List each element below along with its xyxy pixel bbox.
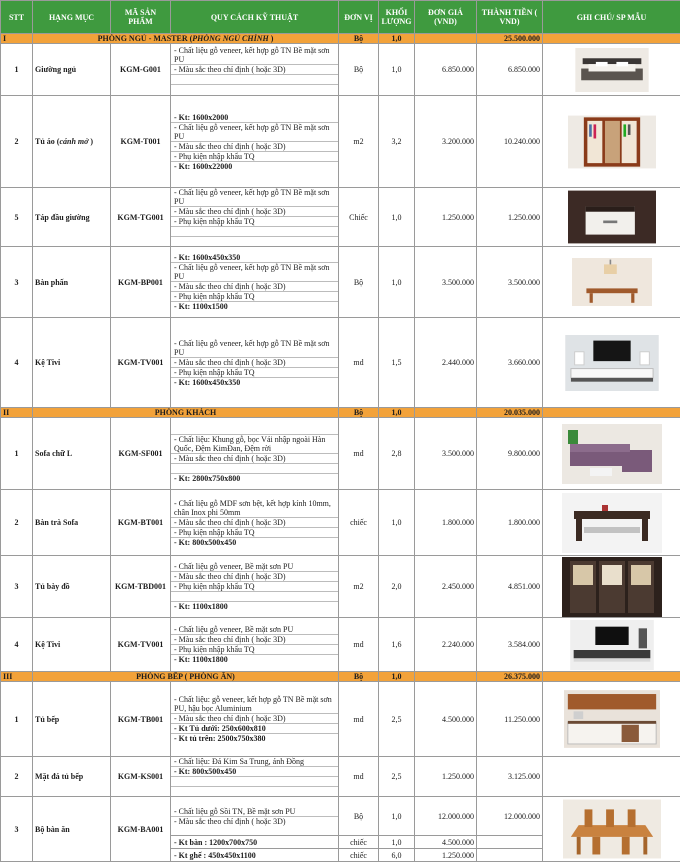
table-row	[1, 797, 680, 836]
item-price: 4.500.000	[415, 682, 477, 757]
item-code: KGM-TBD001	[111, 556, 171, 618]
item-photo	[543, 96, 680, 188]
sub-price: 4.500.000	[415, 836, 477, 849]
spec-line: - Màu sắc theo chỉ định ( hoặc 3D)	[171, 572, 338, 582]
header-don-vi: ĐƠN VỊ	[339, 1, 379, 34]
item-unit: m2	[339, 96, 379, 188]
item-price: 1.250.000	[415, 757, 477, 797]
section-title	[33, 672, 339, 682]
item-total: 12.000.000	[477, 797, 543, 836]
item-total: 3.500.000	[477, 247, 543, 318]
item-stt: 4	[1, 318, 33, 408]
item-code: KGM-BT001	[111, 490, 171, 556]
table-row	[1, 682, 680, 757]
item-price: 3.500.000	[415, 418, 477, 490]
spec-line: - Phụ kiện nhập khẩu TQ	[171, 582, 338, 592]
item-name	[33, 188, 111, 247]
item-specs	[171, 490, 339, 556]
spec-line: - Màu sắc theo chỉ định ( hoặc 3D)	[171, 635, 338, 645]
item-qty: 1,0	[379, 490, 415, 556]
section-note-empty	[543, 408, 680, 418]
item-code: KGM-TV001	[111, 318, 171, 408]
sub-unit: chiếc	[339, 849, 379, 862]
table-row	[1, 44, 680, 96]
sub-qty: 6,0	[379, 849, 415, 862]
item-stt: 3	[1, 797, 33, 862]
item-price: 2.440.000	[415, 318, 477, 408]
spec-line: - Kt: 800x500x450	[171, 538, 338, 547]
item-specs	[171, 797, 339, 836]
item-price: 12.000.000	[415, 797, 477, 836]
item-code: KGM-TB001	[111, 682, 171, 757]
table-row	[1, 757, 680, 797]
sub-qty: 1,0	[379, 836, 415, 849]
section-qty: 1,0	[379, 672, 415, 682]
item-unit: md	[339, 418, 379, 490]
spec-line: - Phụ kiện nhập khẩu TQ	[171, 528, 338, 538]
table-body	[1, 34, 680, 862]
sub-unit: chiếc	[339, 836, 379, 849]
section-row	[1, 672, 680, 682]
spec-line: - Chất liệu gỗ veneer, Bề mặt sơn PU	[171, 625, 338, 635]
item-total: 3.584.000	[477, 618, 543, 672]
section-note-empty	[543, 672, 680, 682]
spec-line: - Chất liệu gỗ veneer, Bề mặt sơn PU	[171, 562, 338, 572]
item-specs	[171, 96, 339, 188]
item-code: KGM-T001	[111, 96, 171, 188]
spec-line: - Màu sắc theo chỉ định ( hoặc 3D)	[171, 207, 338, 217]
item-code: KGM-BA001	[111, 797, 171, 862]
item-total: 10.240.000	[477, 96, 543, 188]
spec-line: - Màu sắc theo chỉ định ( hoặc 3D)	[171, 817, 338, 826]
item-name-text: Bộ bàn ăn	[35, 825, 70, 834]
item-unit: Bộ	[339, 44, 379, 96]
item-name	[33, 757, 111, 797]
section-number: III	[1, 672, 33, 682]
cabinet-photo-icon	[562, 557, 662, 617]
spec-line: - Chất liệu: gỗ veneer, kết hợp gỗ TN Bề mặt sơn PU, hậu bọc Aluminium	[171, 695, 338, 714]
spec-line: - Kt: 2800x750x800	[171, 474, 338, 483]
spec-line: - Kt: 1100x1800	[171, 602, 338, 611]
item-photo	[543, 618, 680, 672]
item-unit: chiếc	[339, 490, 379, 556]
table-row	[1, 96, 680, 188]
table-row	[1, 618, 680, 672]
item-specs	[171, 618, 339, 672]
item-qty: 2,5	[379, 757, 415, 797]
item-name-text: Tủ áo (	[35, 137, 59, 146]
item-specs	[171, 247, 339, 318]
section-unit: Bộ	[339, 34, 379, 44]
item-unit: Bộ	[339, 247, 379, 318]
header-quy-cach: QUY CÁCH KỸ THUẬT	[171, 1, 339, 34]
section-unit: Bộ	[339, 408, 379, 418]
item-name-text: Sofa chữ L	[35, 449, 72, 458]
item-specs	[171, 188, 339, 247]
item-specs	[171, 318, 339, 408]
spec-line: - Chất liệu: Khung gỗ, bọc Vải nhập ngoài Hàn Quốc, Đệm KimĐan, Đệm rời	[171, 435, 338, 454]
item-qty: 1,0	[379, 188, 415, 247]
item-code: KGM-TG001	[111, 188, 171, 247]
item-name-text: Kệ Tivi	[35, 640, 60, 649]
spec-line: - Màu sắc theo chỉ định ( hoặc 3D)	[171, 65, 338, 75]
spec-line: - Kt: 1100x1500	[171, 302, 338, 311]
item-photo	[543, 247, 680, 318]
spec-line: - Phụ kiện nhập khẩu TQ	[171, 292, 338, 302]
section-total: 25.500.000	[477, 34, 543, 44]
header-thanh-tien: THÀNH TIỀN ( VND)	[477, 1, 543, 34]
item-name	[33, 318, 111, 408]
item-photo	[543, 188, 680, 247]
section-note-empty	[543, 34, 680, 44]
item-name	[33, 96, 111, 188]
spec-line: - Phụ kiện nhập khẩu TQ	[171, 645, 338, 655]
item-total: 1.250.000	[477, 188, 543, 247]
item-qty: 2,8	[379, 418, 415, 490]
item-name	[33, 682, 111, 757]
spec-line: - Kt: 1600x2000	[171, 113, 338, 123]
spec-line: - Phụ kiện nhập khẩu TQ	[171, 217, 338, 227]
section-unit: Bộ	[339, 672, 379, 682]
header-stt: STT	[1, 1, 33, 34]
sub-spec: - Kt ghế : 450x450x1100	[171, 849, 339, 862]
item-stt: 1	[1, 44, 33, 96]
item-qty: 2,5	[379, 682, 415, 757]
item-stt: 4	[1, 618, 33, 672]
header-ghi-chu: GHI CHÚ/ SP MẪU	[543, 1, 680, 34]
spec-line	[171, 227, 338, 237]
wardrobe-photo-icon	[568, 106, 656, 178]
section-row	[1, 408, 680, 418]
item-qty: 1,0	[379, 247, 415, 318]
header-don-gia: ĐƠN GIÁ (VND)	[415, 1, 477, 34]
item-photo	[543, 757, 680, 797]
item-specs	[171, 682, 339, 757]
spec-line	[171, 425, 338, 435]
item-code: KGM-SF001	[111, 418, 171, 490]
item-total: 4.851.000	[477, 556, 543, 618]
item-total: 1.800.000	[477, 490, 543, 556]
item-name-text: Bàn phấn	[35, 278, 68, 287]
item-name-text: Bàn trà Sofa	[35, 518, 78, 527]
item-code: KGM-KS001	[111, 757, 171, 797]
item-total: 11.250.000	[477, 682, 543, 757]
item-unit: md	[339, 682, 379, 757]
item-price: 1.800.000	[415, 490, 477, 556]
spec-line: - Màu sắc theo chỉ định ( hoặc 3D)	[171, 358, 338, 368]
section-number: I	[1, 34, 33, 44]
item-photo	[543, 418, 680, 490]
item-specs	[171, 44, 339, 96]
table-row	[1, 556, 680, 618]
spec-line: - Màu sắc theo chỉ định ( hoặc 3D)	[171, 282, 338, 292]
item-stt: 3	[1, 247, 33, 318]
nightstand-photo-icon	[568, 188, 656, 246]
section-price-empty	[415, 34, 477, 44]
item-stt: 2	[1, 757, 33, 797]
section-title	[33, 34, 339, 44]
item-price: 3.200.000	[415, 96, 477, 188]
header-khoi-luong: KHỐI LƯỢNG	[379, 1, 415, 34]
item-unit: Chiếc	[339, 188, 379, 247]
spec-line	[171, 464, 338, 474]
table-row	[1, 247, 680, 318]
item-stt: 1	[1, 682, 33, 757]
item-name	[33, 618, 111, 672]
item-stt: 1	[1, 418, 33, 490]
spec-line: - Chất liệu gỗ Sồi TN, Bề mặt sơn PU	[171, 807, 338, 817]
item-stt: 5	[1, 188, 33, 247]
item-name	[33, 44, 111, 96]
item-price: 2.240.000	[415, 618, 477, 672]
item-total: 3.660.000	[477, 318, 543, 408]
header-ma-sp: MÃ SẢN PHẨM	[111, 1, 171, 34]
spec-line: - Phụ kiện nhập khẩu TQ	[171, 368, 338, 378]
item-qty: 2,0	[379, 556, 415, 618]
kitchen-photo-icon	[564, 682, 660, 756]
tvstand-photo-icon	[552, 335, 672, 391]
section-title	[33, 408, 339, 418]
item-unit: md	[339, 757, 379, 797]
dresser-photo-icon	[572, 247, 652, 317]
spec-line: - Chất liệu: Đá Kim Sa Trung, ánh Đồng	[171, 757, 338, 767]
item-name-suffix: )	[88, 137, 93, 146]
item-specs	[171, 418, 339, 490]
spec-line	[171, 85, 338, 94]
section-title-italic: PHÒNG NGỦ CHÍNH	[192, 34, 268, 43]
section-title-text: PHÒNG NGỦ - MASTER (	[98, 34, 193, 43]
item-name-text: Tủ bếp	[35, 715, 59, 724]
table-row	[1, 318, 680, 408]
item-name	[33, 797, 111, 862]
item-qty: 1,0	[379, 44, 415, 96]
item-photo	[543, 682, 680, 757]
sub-total-empty	[477, 836, 543, 849]
section-price-empty	[415, 672, 477, 682]
item-specs	[171, 556, 339, 618]
item-code: KGM-TV001	[111, 618, 171, 672]
table-row	[1, 418, 680, 490]
item-qty: 1,0	[379, 797, 415, 836]
dining-photo-icon	[563, 797, 661, 861]
spec-line	[171, 75, 338, 85]
item-price: 3.500.000	[415, 247, 477, 318]
section-title-text: PHÒNG KHÁCH	[155, 408, 217, 417]
item-photo	[543, 797, 680, 862]
sofa-photo-icon	[562, 421, 662, 487]
spec-line: - Kt: 1600x450x350	[171, 378, 338, 387]
coffeetable-photo-icon	[562, 492, 662, 554]
spec-line: - Kt: 1600x22000	[171, 162, 338, 171]
header-row	[1, 1, 680, 34]
spec-line	[171, 592, 338, 602]
spec-line	[171, 787, 338, 796]
item-total: 6.850.000	[477, 44, 543, 96]
bed-photo-icon	[564, 48, 660, 92]
section-qty: 1,0	[379, 408, 415, 418]
section-number: II	[1, 408, 33, 418]
item-photo	[543, 490, 680, 556]
item-stt: 3	[1, 556, 33, 618]
item-unit: md	[339, 618, 379, 672]
item-total: 9.800.000	[477, 418, 543, 490]
item-name	[33, 556, 111, 618]
sub-price: 1.250.000	[415, 849, 477, 862]
item-specs	[171, 757, 339, 797]
sub-spec: - Kt bàn : 1200x700x750	[171, 836, 339, 849]
sub-total-empty	[477, 849, 543, 862]
spec-line: - Kt: 1600x450x350	[171, 253, 338, 263]
section-title-suffix: )	[269, 34, 274, 43]
table-row	[1, 188, 680, 247]
spec-line: - Chất liệu gỗ veneer, kết hợp gỗ TN Bề mặt sơn PU	[171, 46, 338, 65]
item-qty: 1,5	[379, 318, 415, 408]
spec-line: - Kt tủ trên: 2500x750x380	[171, 734, 338, 743]
item-unit: Bộ	[339, 797, 379, 836]
spec-line	[171, 777, 338, 787]
spec-line: - Màu sắc theo chỉ định ( hoặc 3D)	[171, 518, 338, 528]
item-code: KGM-BP001	[111, 247, 171, 318]
item-name-text: Mặt đá tủ bếp	[35, 772, 83, 781]
item-price: 6.850.000	[415, 44, 477, 96]
spec-line: - Chất liệu gỗ veneer, kết hợp gỗ TN Bề mặt sơn PU	[171, 339, 338, 358]
item-name	[33, 247, 111, 318]
spec-line: - Kt: 800x500x450	[171, 767, 338, 777]
spec-line: - Phụ kiện nhập khẩu TQ	[171, 152, 338, 162]
spec-line: - Màu sắc theo chỉ định ( hoặc 3D)	[171, 714, 338, 724]
item-photo	[543, 556, 680, 618]
item-stt: 2	[1, 490, 33, 556]
tvstand2-photo-icon	[560, 620, 664, 670]
item-price: 2.450.000	[415, 556, 477, 618]
header-hang-muc: HẠNG MỤC	[33, 1, 111, 34]
item-price: 1.250.000	[415, 188, 477, 247]
section-price-empty	[415, 408, 477, 418]
item-name-text: Tủ bày đồ	[35, 582, 70, 591]
item-name-text: Giường ngủ	[35, 65, 76, 74]
item-name-text: Táp đầu giường	[35, 213, 90, 222]
spec-line: - Màu sắc theo chỉ định ( hoặc 3D)	[171, 454, 338, 464]
spec-line: - Chất liệu gỗ veneer, kết hợp gỗ TN Bề mặt sơn PU	[171, 188, 338, 207]
section-total: 26.375.000	[477, 672, 543, 682]
item-stt: 2	[1, 96, 33, 188]
item-name-text: Kệ Tivi	[35, 358, 60, 367]
section-title-text: PHÒNG BẾP ( PHÒNG ĂN)	[136, 672, 235, 681]
spec-line	[171, 237, 338, 246]
item-unit: m2	[339, 556, 379, 618]
table-row	[1, 490, 680, 556]
item-name	[33, 490, 111, 556]
section-row	[1, 34, 680, 44]
spec-line: - Màu sắc theo chỉ định ( hoặc 3D)	[171, 142, 338, 152]
item-photo	[543, 44, 680, 96]
item-total: 3.125.000	[477, 757, 543, 797]
item-code: KGM-G001	[111, 44, 171, 96]
section-qty: 1,0	[379, 34, 415, 44]
item-photo	[543, 318, 680, 408]
spec-line: - Kt Tủ dưới: 250x600x810	[171, 724, 338, 734]
spec-line: - Kt: 1100x1800	[171, 655, 338, 664]
spec-line: - Chất liệu gỗ veneer, kết hợp gỗ TN Bề mặt sơn PU	[171, 263, 338, 282]
item-unit: md	[339, 318, 379, 408]
item-qty: 3,2	[379, 96, 415, 188]
item-qty: 1,6	[379, 618, 415, 672]
item-name-italic: cánh mở	[59, 137, 88, 146]
item-name	[33, 418, 111, 490]
section-total: 20.035.000	[477, 408, 543, 418]
spec-line: - Chất liệu gỗ veneer, kết hợp gỗ TN Bề mặt sơn PU	[171, 123, 338, 142]
spec-line: - Chất liệu gỗ MDF sơn bệt, kết hợp kính 10mm, chân Inox phi 50mm	[171, 499, 338, 518]
